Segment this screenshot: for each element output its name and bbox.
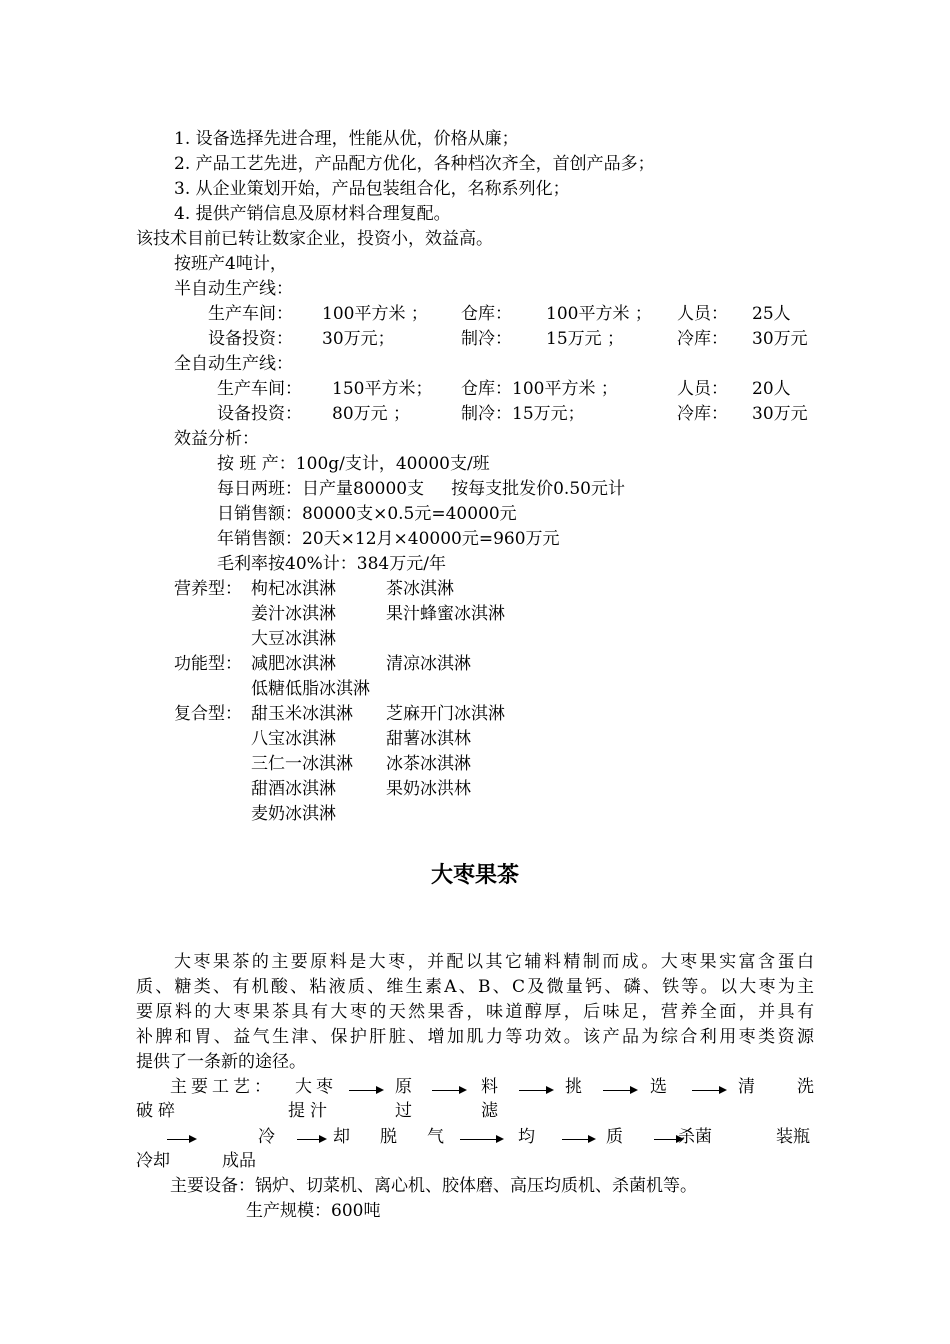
benefit-line: 每日两班：日产量80000支 按每支批发价0.50元计 bbox=[217, 479, 625, 499]
product-item: 大豆冰淇淋 bbox=[251, 629, 336, 649]
equipment-line: 主要设备：锅炉、切菜机、离心机、胶体磨、高压均质机、杀菌机等。 bbox=[170, 1176, 697, 1196]
cell: 25人 bbox=[752, 304, 791, 324]
product-item: 甜薯冰淇林 bbox=[386, 729, 471, 749]
process-step: 气 bbox=[427, 1127, 444, 1147]
arrow-icon bbox=[603, 1090, 636, 1091]
arrow-icon bbox=[562, 1139, 594, 1140]
cell: 仓库：100平方米 ； bbox=[461, 379, 618, 399]
process-step: 均 bbox=[518, 1127, 535, 1147]
arrow-icon bbox=[432, 1090, 465, 1091]
arrow-icon bbox=[460, 1139, 502, 1140]
arrow-icon bbox=[519, 1090, 552, 1091]
product-item: 清凉冰淇淋 bbox=[386, 654, 471, 674]
transfer-note: 该技术目前已转让数家企业，投资小，效益高。 bbox=[136, 229, 493, 249]
cell: 生产车间： bbox=[217, 379, 302, 399]
intro-line: 补脾和胃、益气生津、保护肝脏、增加肌力等功效。该产品为综合利用枣类资源 bbox=[136, 1027, 814, 1047]
product-item: 果汁蜂蜜冰淇淋 bbox=[386, 604, 505, 624]
process-step: 挑 bbox=[565, 1077, 582, 1097]
cell: 人员： bbox=[677, 304, 728, 324]
cell: 设备投资： bbox=[208, 329, 293, 349]
cell: 制冷： bbox=[461, 329, 512, 349]
feature-item: 1. 设备选择先进合理，性能从优，价格从廉； bbox=[174, 129, 519, 149]
product-item: 芝麻开门冰淇淋 bbox=[386, 704, 505, 724]
product-item: 减肥冰淇淋 bbox=[251, 654, 336, 674]
product-item: 冰茶冰淇淋 bbox=[386, 754, 471, 774]
process-step: 滤 bbox=[481, 1101, 498, 1121]
process-step: 过 bbox=[395, 1101, 412, 1121]
full-auto-heading: 全自动生产线： bbox=[174, 354, 293, 374]
per-shift: 按班产4吨计， bbox=[174, 254, 287, 274]
feature-item: 3. 从企业策划开始，产品包装组合化，名称系列化； bbox=[174, 179, 570, 199]
benefit-heading: 效益分析： bbox=[174, 429, 259, 449]
product-item: 低糖低脂冰淇淋 bbox=[251, 679, 370, 699]
process-step: 选 bbox=[650, 1077, 667, 1097]
arrow-icon bbox=[297, 1139, 325, 1140]
cell: 80万元 ； bbox=[332, 404, 411, 424]
feature-item: 2. 产品工艺先进，产品配方优化，各种档次齐全，首创产品多； bbox=[174, 154, 655, 174]
product-item: 果奶冰洪林 bbox=[386, 779, 471, 799]
process-step: 大枣 bbox=[295, 1077, 337, 1097]
process-step: 却 bbox=[333, 1127, 350, 1147]
process-step: 冷 bbox=[258, 1127, 275, 1147]
product-item: 三仁一冰淇淋 bbox=[251, 754, 353, 774]
process-step: 冷却 bbox=[136, 1151, 170, 1171]
product-item: 甜酒冰淇淋 bbox=[251, 779, 336, 799]
process-step: 脱 bbox=[380, 1127, 397, 1147]
process-step: 提汁 bbox=[288, 1101, 332, 1121]
cell: 30万元 bbox=[752, 329, 808, 349]
process-step: 杀菌 bbox=[678, 1127, 712, 1147]
cell: 制冷：15万元； bbox=[461, 404, 585, 424]
process-step: 原 bbox=[395, 1077, 412, 1097]
cell: 冷库： bbox=[677, 404, 728, 424]
cell: 150平方米； bbox=[332, 379, 433, 399]
cell: 30万元； bbox=[322, 329, 395, 349]
cell: 100平方米 ； bbox=[546, 304, 652, 324]
process-step: 装瓶 bbox=[776, 1127, 810, 1147]
compound-label: 复合型： bbox=[174, 704, 242, 724]
process-step: 质 bbox=[606, 1127, 623, 1147]
cell: 仓库： bbox=[461, 304, 512, 324]
cell: 冷库： bbox=[677, 329, 728, 349]
benefit-line: 年销售额：20天×12月×40000元=960万元 bbox=[217, 529, 560, 549]
arrow-icon bbox=[167, 1139, 195, 1140]
product-item: 甜玉米冰淇淋 bbox=[251, 704, 353, 724]
feature-item: 4. 提供产销信息及原材料合理复配。 bbox=[174, 204, 451, 224]
product-item: 姜汁冰淇淋 bbox=[251, 604, 336, 624]
arrow-icon bbox=[349, 1090, 382, 1091]
process-step: 破碎 bbox=[136, 1101, 180, 1121]
benefit-line: 毛利率按40%计：384万元/年 bbox=[217, 554, 446, 574]
benefit-line: 日销售额：80000支×0.5元=40000元 bbox=[217, 504, 517, 524]
cell: 15万元 ； bbox=[546, 329, 625, 349]
intro-line: 要原料的大枣果茶具有大枣的天然果香，味道醇厚，后味足，营养全面，并具有 bbox=[136, 1002, 814, 1022]
cell: 30万元 bbox=[752, 404, 808, 424]
intro-line: 提供了一条新的途径。 bbox=[136, 1052, 306, 1072]
product-item: 麦奶冰淇淋 bbox=[251, 804, 336, 824]
process-step: 洗 bbox=[797, 1077, 814, 1097]
nutrition-label: 营养型： bbox=[174, 579, 242, 599]
cell: 设备投资： bbox=[217, 404, 302, 424]
product-item: 枸杞冰淇淋 bbox=[251, 579, 336, 599]
product-item: 八宝冰淇淋 bbox=[251, 729, 336, 749]
cell: 人员： bbox=[677, 379, 728, 399]
cell: 100平方米 ； bbox=[322, 304, 428, 324]
semi-auto-heading: 半自动生产线： bbox=[174, 279, 293, 299]
process-step: 料 bbox=[481, 1077, 498, 1097]
intro-line: 大枣果茶的主要原料是大枣，并配以其它辅料精制而成。大枣果实富含蛋白 bbox=[174, 952, 814, 972]
scale-line: 生产规模：600吨 bbox=[246, 1201, 381, 1221]
arrow-icon bbox=[692, 1090, 725, 1091]
intro-line: 质、糖类、有机酸、粘液质、维生素A、B、C及微量钙、磷、铁等。以大枣为主 bbox=[136, 977, 814, 997]
function-label: 功能型： bbox=[174, 654, 242, 674]
process-label: 主要工艺： bbox=[170, 1077, 275, 1097]
benefit-line: 按 班 产：100g/支计，40000支/班 bbox=[217, 454, 490, 474]
cell: 生产车间： bbox=[208, 304, 293, 324]
process-step: 清 bbox=[738, 1077, 755, 1097]
process-step: 成品 bbox=[222, 1151, 256, 1171]
cell: 20人 bbox=[752, 379, 791, 399]
product-item: 茶冰淇淋 bbox=[386, 579, 454, 599]
section-title: 大枣果茶 bbox=[430, 863, 519, 888]
